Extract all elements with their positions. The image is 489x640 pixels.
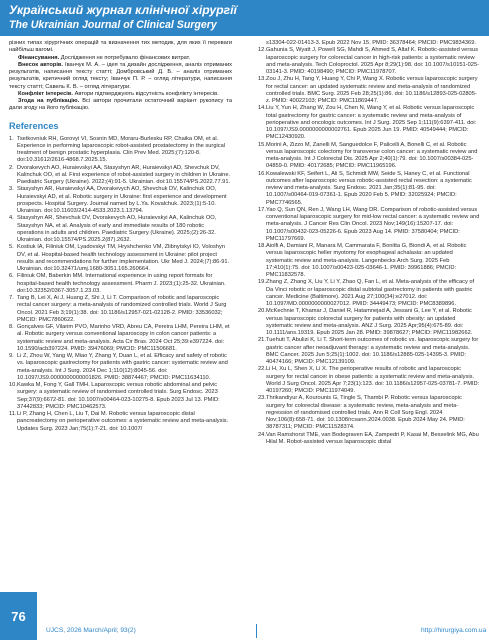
reference-text: Tuehuti T, Abulizi K, Li T. Short-term outcomes of robotic vs. laparoscopic surgery for gastric cancer after neoadjuvant therapy: a systematic review and meta-analysis. BMC Cancer. 2025 Jun 5;25(1):1002. doi: 10.1186/s12885-025-14395-3. PMID: 40474166; PMCID: PMC12139109. <box>266 337 479 365</box>
reference-number: 21. <box>258 337 266 344</box>
reference-number: 14. <box>258 105 266 112</box>
reference-text: Kowalewski KF, Seifert L, Ali S, Schmidt MW, Seide S, Haney C, et al. Functional outcomes after laparoscopic versus robotic-assisted rectal resection: a systematic review and meta-analysis. Surg Endosc. 2021 Jan;35(1):81-95. doi: 10.1007/s00464-019-07361-1. Epub 2020 Feb 5. PMID: 32025924; PMCID: PMC7746565. <box>266 170 472 206</box>
reference-number: 9. <box>9 353 14 359</box>
reference-item <box>9 273 232 295</box>
reference-number <box>258 40 266 47</box>
journal-header <box>0 0 489 36</box>
financing-paragraph <box>9 55 232 62</box>
reference-number: 23. <box>258 395 266 402</box>
reference-text: Li H, Xu L, Shen X, Li X. The perioperative results of robotic and laparoscopic surgery for rectal cancer in obese patients: a systematic review and meta-analysis. World J Surg Oncol. 2025 Apr 7;23(1):123. doi: 10.1186/s12957-025-03781-7. PMID: 40197260; PMCID: PMC11974049. <box>266 366 480 394</box>
financing-text: Дослідження не потребувало фінансових витрат. <box>60 54 191 61</box>
reference-item <box>258 432 480 447</box>
reference-text: Yao Q, Sun QN, Ren J, Wang LH, Wang DR. Comparison of robotic-assisted versus conventional laparoscopic surgery for mid-low rectal cancer: a systematic review and meta-analysis. J Cancer Res Clin Oncol. 2023 Nov;149(16):15207-17. doi: 10.1007/s00432-023-05226-6. Epub 2023 Aug 14. PMID: 37580404; PMCID: PMC11797669. <box>266 206 480 242</box>
contrib-text: Іванчук М. А. – ідея та дизайн дослідження, аналіз отриманих результатів, написання тексту статті; Домбровський Д. Б. – аналіз отриманих результатів, критичний огляд тексту; Іванчук П. Р. – огляд літератури, написання тексту статті; Савель К. В. – огляд літератури. <box>9 61 232 90</box>
reference-text: Tang B, Lei X, Ai J, Huang Z, Shi J, Li T. Comparison of robotic and laparoscopic rectal cancer surgery: a meta-analysis of randomized controlled trials. World J Surg Oncol. 2021 Feb 3;19(1):38. doi: 10.1186/s12957-021-02128-2. PMID: 33536032; PMCID: PMC7860622. <box>17 295 227 323</box>
reference-text: Dvorakevych AO, Huraievskyi AA, Stasyshyn AR, Huraievskyi AD, Shevchuk DV, Kalinchuk OO, et al. First experience of robot-assisted surgery in children in Ukraine. Paediatric Surgery (Ukraine). 2022;(4):91-5. Ukrainian. doi:10.15574/PS.2022.77.91. <box>17 164 231 185</box>
reference-text: s13304-022-01413-3. Epub 2022 Nov 15. PMID: 36378464; PMCID: PMC9834369. <box>266 40 476 46</box>
references-list-left <box>9 136 232 433</box>
reference-number: 5. <box>9 244 14 251</box>
reference-number: 16. <box>258 170 266 177</box>
reference-item <box>258 243 480 279</box>
reference-number: 7. <box>9 295 14 301</box>
reference-item <box>258 337 480 366</box>
reference-number: 17. <box>258 206 266 213</box>
references-list-right <box>258 40 480 446</box>
reference-item <box>258 279 480 308</box>
reference-text: Kostiuk IA, Filiniuk OM, Lyadovskyi TM, Hryshchenko VM, Zlibnytskyi IO, Voloshyn DV, et al. Hospital-based health technology assessment in Ukraine: pilot project results and recommendations for further implementation. Ukr Med J. 2024;(7):86-91. Ukrainian. doi:10.32471/umj.1680-3051.165.260664. <box>17 244 230 272</box>
intro-paragraph: різних типах хірургічних операцій та визначення тих методик, для яких її переваги найбільш вагомі. <box>9 40 232 54</box>
reference-number: 2. <box>9 164 14 171</box>
reference-text: Zhang Z, Zhang X, Liu Y, Li Y, Zhao Q, Fan L, et al. Meta-analysis of the efficacy of Da Vinci robotic or laparoscopic distal subtotal gastrectomy in patients with gastric cancer. Medicine (Baltimore). 2021 Aug 27;100(34):e27012. doi: 10.1097/MD.0000000000027012. PMID: 34449473; PMCID: PMC8389896. <box>266 279 475 307</box>
consent-text: Всі автори прочитали остаточний варіант рукопису та дали згоду на його публікацію. <box>9 98 232 112</box>
reference-number: 18. <box>258 243 266 249</box>
reference-item <box>258 308 480 337</box>
reference-number: 12. <box>258 47 266 54</box>
reference-text: Thrikandiyur A, Kourounis G, Tingle S, Thambi P. Robotic versus laparoscopic surgery for colorectal disease: a systematic review, meta-analysis and meta-regression of randomised controlled trials. Ann R Coll Surg Engl. 2024 Nov;106(8):658-71. doi: 10.1308/rcsann.2024.0038. Epub 2024 May 24. PMID: 38787311; PMCID: PMC11528374. <box>266 395 465 431</box>
reference-text: Li P, Zhang H, Chen L, Liu T, Dai M. Robotic versus laparoscopic distal pancreatectomy on perioperative outcomes: a systematic review and meta-analysis. Updates Surg. 2023 Jan;75(1):7-21. doi: 10.1007/ <box>17 411 229 432</box>
reference-number: 20. <box>258 308 266 315</box>
reference-text: Kawka M, Fong Y, Gall TMH. Laparoscopic versus robotic abdominal and pelvic surgery: a systematic review of randomised controlled trials. Surg Endosc. 2023 Sep;37(9):6672-81. doi: 10.1007/s00464-023-10275-8. Epub 2023 Jul 13. PMID: 37442833; PMCID: PMC10462573. <box>17 382 220 410</box>
reference-text: Stasyshyn AR, Huraievskyi AA, Dvorakevych AO, Shevchuk DV, Kalinchuk OO, Huraievskyi AD, et al. Robotic surgery in Ukraine: first experience and development prospects. Hospital Surgery. Journal named by L.Ya. Kovalchuk. 2023;(1):5-10. Ukrainian. doi:10.11603/2414-4533.2023.1.13794. <box>17 186 227 214</box>
reference-item <box>9 215 232 244</box>
reference-text: McKechnie T, Khamar J, Daniel R, Hatamnejad A, Jessani G, Lee Y, et al. Robotic versus laparoscopic colorectal surgery for patients with obesity: an updated systematic review and meta-analysis. ANZ J Surg. 2025 Apr;95(4):675-89. doi: 10.1111/ans.19319. Epub 2025 Jan 28. PMID: 39878627; PMCID: PMC11982662. <box>266 308 473 336</box>
reference-item <box>258 142 480 171</box>
financing-label: Фінансування. <box>18 54 60 61</box>
reference-text: Tsetkovniuk RH, Gorovyi VI, Sosnin MD, Moraru-Burlesku RP, Chaika OM, et al. Experience in performing laparoscopic robot-assisted prostatectomy in the surgical treatment of benign prostatic hyperplasia. Clin Prev Med. 2025;(7):120-8. doi:10.31612/2616-4868.7.2025.15. <box>17 135 226 164</box>
reference-number: 11. <box>9 411 17 417</box>
reference-item <box>9 136 232 165</box>
reference-item <box>9 244 232 273</box>
reference-text: Liu Y, Yun H, Zhang W, Zou H, Chen N, Wang Y, et al. Robotic versus laparoscopic total gastrectomy for gastric cancer: a systematic review and meta-analysis of perioperative and oncologic outcomes. Int J Surg. 2025 Sep 1;111(9):6397-411. doi: 10.1097/JS9.0000000000002761. Epub 2025 Jun 19. PMID: 40549444; PMCID: PMC12430920. <box>266 105 477 141</box>
reference-item <box>258 395 480 431</box>
reference-text: Filiniuk OM, Baberkin MM. International experience in using report formats for hospital-based health technology assessment. Pharm J. 2023;(1):25-32. Ukrainian. doi:10.32352/0367-3057.1.23.03. <box>17 273 226 294</box>
conflict-label: Конфлікт інтересів. <box>18 90 73 97</box>
reference-text: Morini A, Zizzo M, Zanelli M, Sanguedolce F, Palicelli A, Bonelli C, et al. Robotic versus laparoscopic colectomy for transverse colon cancer: a systematic review and meta-analysis. Int J Colorectal Dis. 2025 Apr 2;40(1):79. doi: 10.1007/s00384-025-04859-0. PMID: 40172685; PMCID: PMC11965196. <box>266 141 478 170</box>
reference-item <box>9 382 232 411</box>
page-number: 76 <box>0 592 37 640</box>
reference-item <box>9 186 232 215</box>
reference-number: 22. <box>258 366 266 373</box>
reference-number: 4. <box>9 215 14 222</box>
reference-number: 15. <box>258 141 266 148</box>
reference-item <box>258 76 480 105</box>
reference-text: Li Z, Zhou W, Yang W, Miao Y, Zhang Y, Duan L, et al. Efficacy and safety of robotic vs. laparoscopic gastrectomy for patients with gastric cancer: systematic review and meta-analysis. Int J Surg. 2024 Dec 1;110(12):8045-56. doi: 10.1097/JS9.0000000000001826. PMID: 38874467; PMCID: PMC11634110. <box>17 353 228 381</box>
footer-divider <box>256 624 257 638</box>
reference-number: 3. <box>9 186 14 193</box>
references-heading: References <box>9 120 59 131</box>
contrib-label: Внесок авторів. <box>18 61 63 68</box>
reference-text: Zou J, Zhu H, Tang Y, Huang Y, Chi P, Wang X. Robotic versus laparoscopic surgery for rectal cancer: an updated systematic review and meta-analysis of randomized controlled trials. BMC Surg. 2025 Feb 28;25(1):86. doi: 10.1186/s12893-025-02805-z. PMID: 40022103; PMCID: PMC11869447. <box>266 76 478 104</box>
journal-website-link[interactable]: http://hirurgiya.com.ua <box>421 627 487 634</box>
reference-number: 10. <box>9 382 17 388</box>
reference-item <box>258 40 480 47</box>
conflict-paragraph <box>9 91 232 98</box>
reference-item <box>258 47 480 76</box>
page-footer <box>0 590 489 640</box>
journal-title-en: The Ukrainian Journal of Clinical Surgery <box>9 19 217 31</box>
conflict-text: Автори підтверджують відсутність конфлікту інтересів. <box>74 90 219 97</box>
reference-number: 1. <box>9 135 14 142</box>
reference-number: 19. <box>258 279 266 286</box>
reference-number: 24. <box>258 431 266 438</box>
consent-label: Згода на публікацію. <box>18 98 80 104</box>
reference-text: Stasyshyn AR, Shevchuk DV, Dvorakevych AO, Huraievskyi AA, Kalinchuk OO, Stasyshyn NA, et al. Analysis of early and immediate results of 180 robotic operations in adults and children. Paediatric Surgery (Ukraine). 2025;(2):26-32. Ukrainian. doi:10.15574/PS.2025.2(87).2632. <box>17 215 217 243</box>
reference-text: Gahunia S, Wyatt J, Powell SG, Mahdi S, Ahmed S, Altaf K. Robotic-assisted versus laparoscopic surgery for colorectal cancer in high-risk patients: a systematic review and meta-analysis. Tech Coloproctol. 2025 Apr 8;29(1):98. doi: 10.1007/s10151-025-03141-3. PMID: 40198490; PMCID: PMC11978707. <box>266 47 479 75</box>
reference-item <box>9 165 232 187</box>
contrib-paragraph <box>9 62 232 91</box>
reference-text: Gonçalves GF, Vilarim PVO, Marinho VRD, Abreu CA, Pereira LHM, Pereira LHM, et al. Robotic surgery versus conventional laparoscopy in colon cancer patients: a systematic review and meta-analysis. Acta Cir Bras. 2024 Oct 25;39:e397224. doi: 10.1590/acb397224. PMID: 39476069; PMCID: PMC11506681. <box>17 324 230 352</box>
journal-citation: UJCS, 2026 March/April; 93(2) <box>46 627 136 634</box>
reference-number: 6. <box>9 273 14 280</box>
reference-item <box>258 171 480 207</box>
reference-number: 8. <box>9 324 14 330</box>
reference-item <box>9 324 232 353</box>
consent-paragraph <box>9 98 232 113</box>
reference-item <box>9 353 232 382</box>
reference-text: Aiolfi A, Damiani R, Manara M, Cammarata F, Bonitta G, Biondi A, et al. Robotic versus laparoscopic heller myotomy for esophageal achalasia: an updated systematic review and meta-analysis. Langenbecks Arch Surg. 2025 Feb 17;410(1):75. doi: 10.1007/s00423-025-03646-1. PMID: 39961886; PMCID: PMC11832578. <box>266 243 467 278</box>
reference-number: 13. <box>258 76 266 83</box>
reference-item <box>258 207 480 243</box>
left-column <box>9 40 232 433</box>
reference-item <box>9 295 232 324</box>
right-column <box>258 40 480 446</box>
reference-item <box>258 105 480 141</box>
reference-item <box>9 411 232 433</box>
journal-title-ua: Український журнал клінічної хірургії <box>9 3 237 17</box>
reference-item <box>258 366 480 395</box>
reference-text: Van Ramshorst TME, van Bodegraven EA, Zampedri P, Kasai M, Besselink MG, Abu Hilal M. Robot-assisted versus laparoscopic distal <box>266 431 479 445</box>
